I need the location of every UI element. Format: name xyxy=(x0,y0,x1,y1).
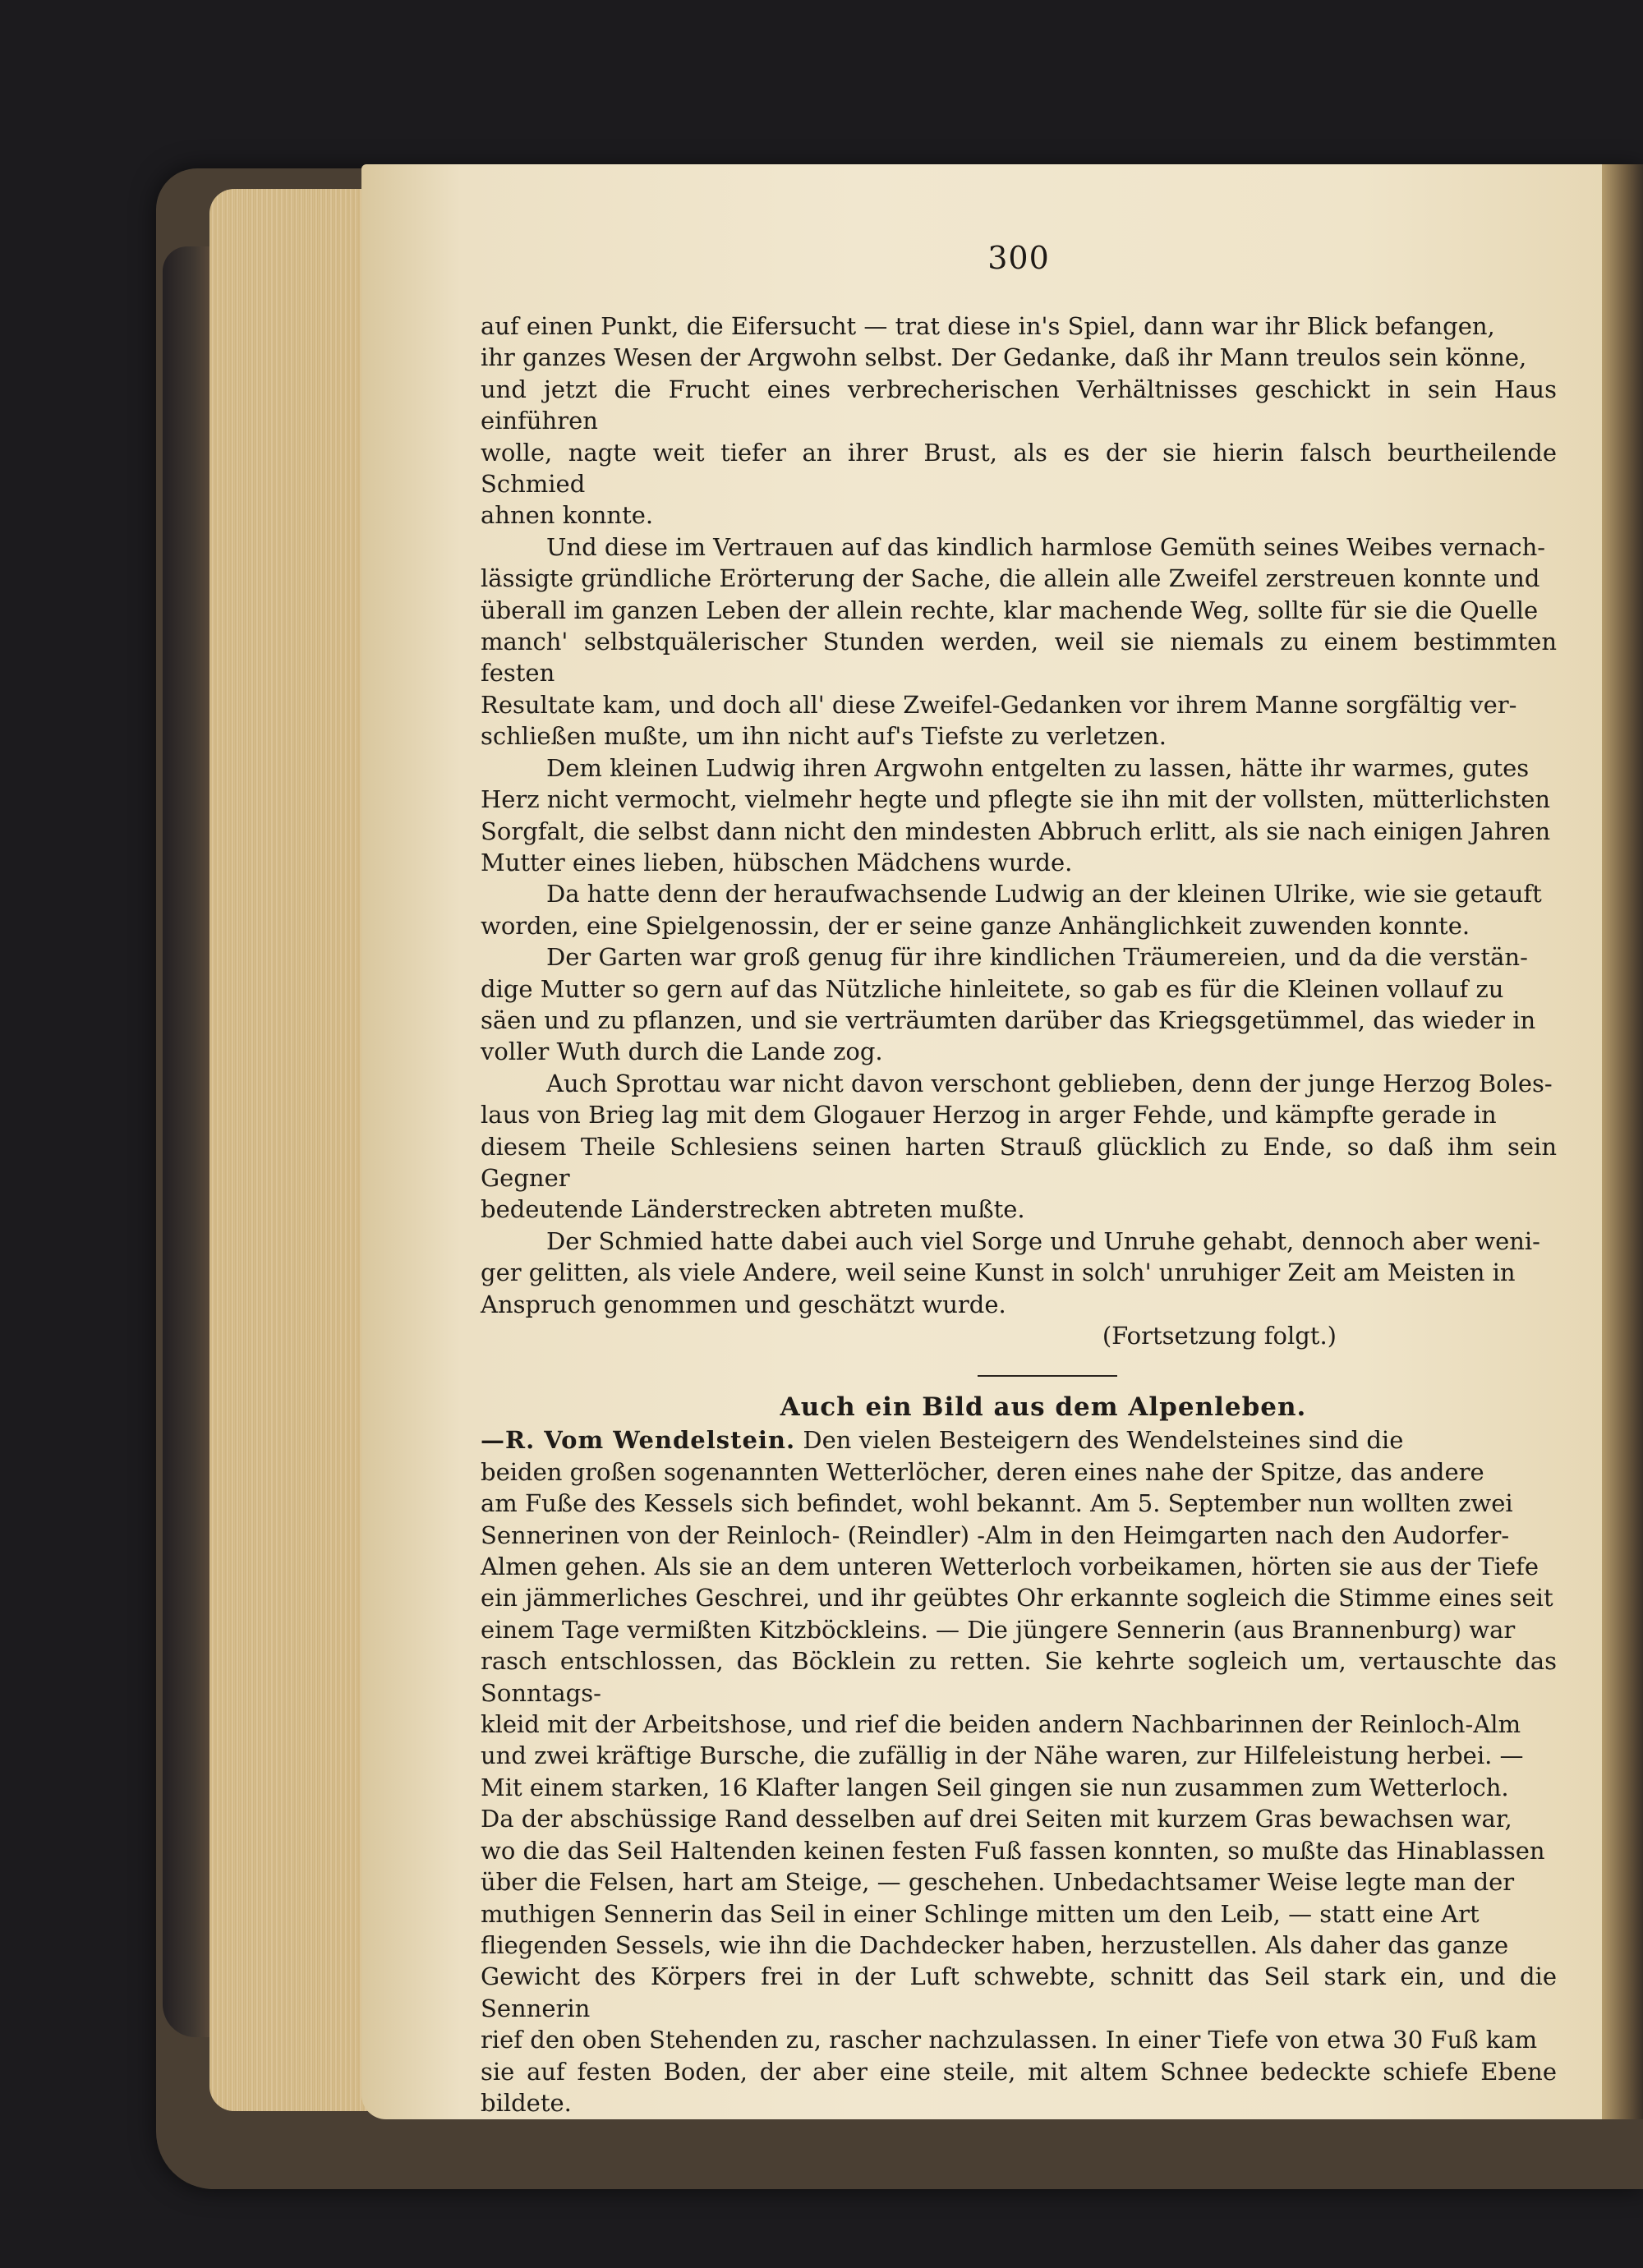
text-line: und zwei kräftige Bursche, die zufällig in der Nähe waren, zur Hilfeleistung herbei. — xyxy=(481,1741,1524,1770)
text-line: diesem Theile Schlesiens seinen harten Strauß glücklich zu Ende, so daß ihm sein Gegner xyxy=(481,1132,1557,1192)
story-1 xyxy=(481,311,1557,1351)
paragraph xyxy=(481,1068,1557,1226)
text-line: lässigte gründliche Erörterung der Sache, die allein alle Zweifel zerstreuen konnte und xyxy=(481,564,1540,593)
text-line: Mit einem starken, 16 Klafter langen Seil gingen sie nun zusammen zum Wetterloch. xyxy=(481,1773,1509,1801)
continuation-note: (Fortsetzung folgt.) xyxy=(1102,1322,1337,1350)
text-line: wolle, nagte weit tiefer an ihrer Brust, als es der sie hierin falsch beurtheilende Schmied xyxy=(481,438,1557,499)
book-spine xyxy=(163,246,212,2037)
text-line: Herz nicht vermocht, vielmehr hegte und pflegte sie ihn mit der vollsten, mütterlichsten xyxy=(481,785,1551,814)
text-line: über die Felsen, hart am Steige, — geschehen. Unbedachtsamer Weise legte man der xyxy=(481,1868,1515,1897)
text-line: Almen gehen. Als sie an dem unteren Wetterloch vorbeikamen, hörten sie aus der Tiefe xyxy=(481,1553,1539,1581)
paragraph xyxy=(481,1226,1557,1320)
text-line: Sennerinen von der Reinloch- (Reindler) -Alm in den Heimgarten nach den Audorfer- xyxy=(481,1520,1510,1549)
text-line: ahnen konnte. xyxy=(481,501,654,530)
paragraph xyxy=(481,311,1557,531)
text-line: Anspruch genommen und geschätzt wurde. xyxy=(481,1290,1006,1318)
page-number: 300 xyxy=(987,240,1050,276)
text-line: Der Garten war groß genug für ihre kindlichen Träumereien, und da die verstän- xyxy=(546,943,1528,972)
text-line: manch' selbstquälerischer Stunden werden, weil sie niemals zu einem bestimmten festen xyxy=(481,628,1557,688)
text-line: ger gelitten, als viele Andere, weil seine Kunst in solch' unruhiger Zeit am Meisten in xyxy=(481,1258,1516,1287)
text-line: Der Schmied hatte dabei auch viel Sorge und Unruhe gehabt, dennoch aber weni- xyxy=(546,1226,1540,1255)
text-line: beiden großen sogenannten Wetterlöcher, deren eines nahe der Spitze, das andere xyxy=(481,1457,1484,1486)
text-line: überall im ganzen Leben der allein rechte, klar machende Weg, sollte für sie die Quelle xyxy=(481,596,1539,624)
page-gutter xyxy=(1602,164,1643,2119)
paragraph xyxy=(481,1424,1557,2118)
text-line: sie auf festen Boden, der aber eine steile, mit altem Schnee bedeckte schiefe Ebene bildete. xyxy=(481,2057,1557,2117)
text-line: laus von Brieg lag mit dem Glogauer Herzog in arger Fehde, und kämpfte gerade in xyxy=(481,1101,1497,1129)
text-line: auf einen Punkt, die Eifersucht — trat diese in's Spiel, dann war ihr Blick befangen, xyxy=(481,312,1495,340)
byline: —R. Vom Wendelstein. xyxy=(481,1426,796,1455)
text-line: säen und zu pflanzen, und sie verträumten darüber das Kriegsgetümmel, das wieder in xyxy=(481,1005,1536,1034)
story-2 xyxy=(481,1392,1557,2118)
text-line: Gewicht des Körpers frei in der Luft schwebte, schnitt das Seil stark ein, und die Sennerin xyxy=(481,1962,1557,2022)
section-divider xyxy=(978,1375,1117,1377)
text-line: Sorgfalt, die selbst dann nicht den mindesten Abbruch erlitt, als sie nach einigen Jahren xyxy=(481,817,1551,845)
text-line: dige Mutter so gern auf das Nützliche hinleitete, so gab es für die Kleinen vollauf zu xyxy=(481,974,1504,1003)
text-line: Da der abschüssige Rand desselben auf drei Seiten mit kurzem Gras bewachsen war, xyxy=(481,1805,1512,1833)
text-line: wo die das Seil Haltenden keinen festen Fuß fassen konnten, so mußte das Hinablassen xyxy=(481,1836,1545,1865)
text-line: Und diese im Vertrauen auf das kindlich harmlose Gemüth seines Weibes vernach- xyxy=(546,532,1546,561)
text-line: muthigen Sennerin das Seil in einer Schlinge mitten um den Leib, — statt eine Art xyxy=(481,1899,1480,1928)
text-line: Da hatte denn der heraufwachsende Ludwig an der kleinen Ulrike, wie sie getauft xyxy=(546,880,1542,909)
text-line: schließen mußte, um ihn nicht auf's Tiefste zu verletzen. xyxy=(481,722,1167,751)
text-line: Mutter eines lieben, hübschen Mädchens wurde. xyxy=(481,848,1073,876)
paragraph xyxy=(481,752,1557,879)
text-line: fliegenden Sessels, wie ihn die Dachdecker haben, herzustellen. Als daher das ganze xyxy=(481,1930,1509,1959)
text-line: worden, eine Spielgenossin, der er seine ganze Anhänglichkeit zuwenden konnte. xyxy=(481,911,1470,940)
text-line: Auch Sprottau war nicht davon verschont geblieben, denn der junge Herzog Boles- xyxy=(546,1069,1553,1097)
paragraph xyxy=(481,531,1557,752)
text-line: am Fuße des Kessels sich befindet, wohl bekannt. Am 5. September nun wollten zwei xyxy=(481,1489,1513,1518)
paragraph xyxy=(481,941,1557,1068)
text-line: Dem kleinen Ludwig ihren Argwohn entgelten zu lassen, hätte ihr warmes, gutes xyxy=(546,753,1530,782)
text-line: Den vielen Besteigern des Wendelsteines sind die xyxy=(803,1426,1404,1455)
text-line: rief den oben Stehenden zu, rascher nachzulassen. In einer Tiefe von etwa 30 Fuß kam xyxy=(481,2026,1538,2054)
text-line: einem Tage vermißten Kitzböckleins. — Die jüngere Sennerin (aus Brannenburg) war xyxy=(481,1615,1516,1644)
text-line: rasch entschlossen, das Böcklein zu retten. Sie kehrte sogleich um, vertauschte das Sonntags- xyxy=(481,1647,1557,1707)
text-line: Resultate kam, und doch all' diese Zweifel-Gedanken vor ihrem Manne sorgfältig ver- xyxy=(481,690,1517,719)
page-text xyxy=(481,311,1557,2118)
text-line: kleid mit der Arbeitshose, und rief die beiden andern Nachbarinnen der Reinloch-Alm xyxy=(481,1710,1521,1739)
text-line: voller Wuth durch die Lande zog. xyxy=(481,1037,883,1066)
page-edges xyxy=(209,189,374,2111)
text-line: ein jämmerliches Geschrei, und ihr geübtes Ohr erkannte sogleich die Stimme eines seit xyxy=(481,1584,1553,1612)
text-line: und jetzt die Frucht eines verbrecherischen Verhältnisses geschickt in sein Haus einführen xyxy=(481,375,1557,435)
text-line: ihr ganzes Wesen der Argwohn selbst. Der Gedanke, daß ihr Mann treulos sein könne, xyxy=(481,343,1527,372)
text-line: bedeutende Länderstrecken abtreten mußte. xyxy=(481,1195,1025,1224)
article-headline: Auch ein Bild aus dem Alpenleben. xyxy=(780,1392,1307,1423)
paragraph xyxy=(481,878,1557,941)
